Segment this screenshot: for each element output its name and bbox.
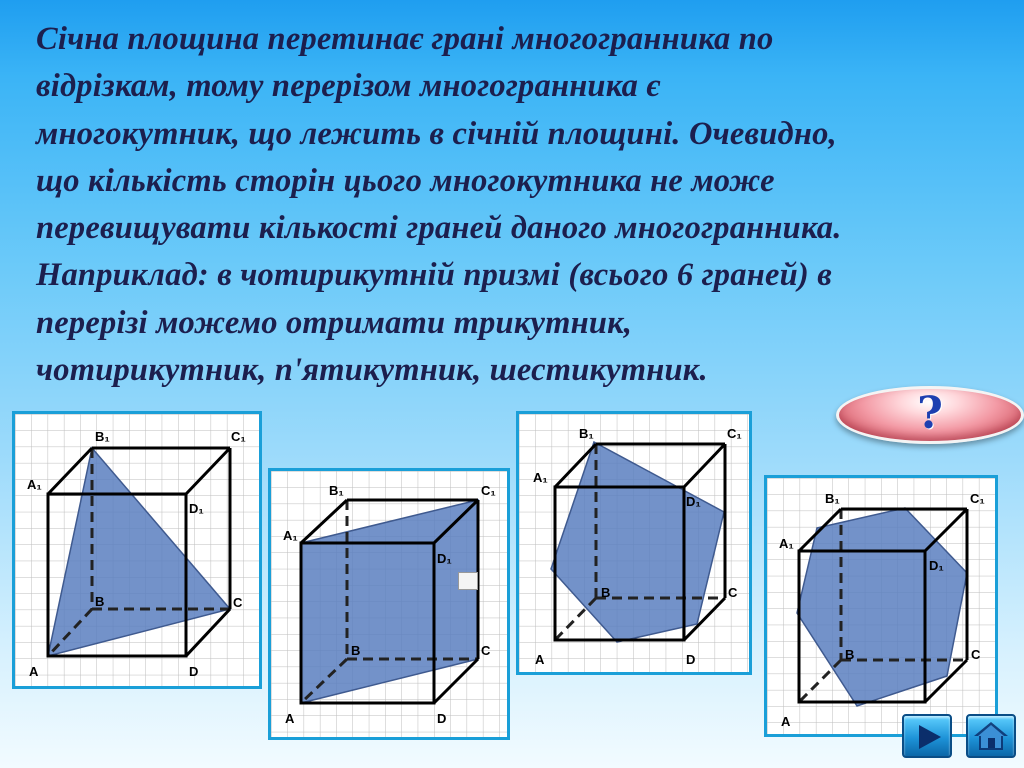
- label-C1: C₁: [970, 491, 985, 506]
- label-C: C: [233, 595, 243, 610]
- label-A1: A₁: [779, 536, 794, 551]
- label-A: A: [29, 664, 39, 679]
- figure-pentagon-section: [516, 411, 752, 675]
- clipboard-icon[interactable]: [458, 572, 478, 590]
- slide-text: Січна площина перетинає грані многогранника по відрізкам, тому перерізом многогранника є многокутник, що лежить в січній площині. Очевидно, що кількість сторін цього многокутника не може перевищувати кількості граней даного многогранника. Наприклад: в чотирикутній призмі (всього 6 граней) в перерізі можемо отримати трикутник, чотирикутник, п'ятикутник, шестикутник.: [36, 21, 842, 389]
- label-D1: D₁: [686, 494, 701, 509]
- figure-hexagon-section: [764, 475, 998, 737]
- figure-quadrilateral-section: [268, 468, 510, 740]
- label-D1: D₁: [189, 501, 204, 516]
- prism-diagram-triangle: [15, 414, 259, 686]
- label-D1: D₁: [437, 551, 452, 566]
- label-B: B: [95, 594, 105, 609]
- label-A: A: [285, 711, 295, 726]
- label-B: B: [845, 647, 855, 662]
- label-C1: C₁: [481, 483, 496, 498]
- question-mark-label: ?: [917, 388, 943, 439]
- label-C1: C₁: [727, 426, 742, 441]
- label-A: A: [535, 652, 545, 667]
- figure-triangle-section: [12, 411, 262, 689]
- label-C: C: [728, 585, 738, 600]
- label-A: A: [781, 714, 791, 729]
- label-B1: B₁: [95, 429, 110, 444]
- home-button[interactable]: [966, 714, 1016, 758]
- label-A1: A₁: [533, 470, 548, 485]
- label-A1: A₁: [27, 477, 42, 492]
- prism-diagram-quadrilateral: [271, 471, 507, 737]
- label-C1: C₁: [231, 429, 246, 444]
- label-B1: B₁: [329, 483, 344, 498]
- house-icon: [968, 716, 1014, 756]
- help-button[interactable]: [836, 386, 1024, 444]
- label-B1: B₁: [825, 491, 840, 506]
- label-D: D: [686, 652, 696, 667]
- label-A1: A₁: [283, 528, 298, 543]
- label-D: D: [437, 711, 447, 726]
- label-D: D: [189, 664, 199, 679]
- prism-diagram-pentagon: [519, 414, 749, 672]
- label-B: B: [351, 643, 361, 658]
- label-B1: B₁: [579, 426, 594, 441]
- prism-diagram-hexagon: [767, 478, 995, 734]
- label-D1: D₁: [929, 558, 944, 573]
- label-B: B: [601, 585, 611, 600]
- label-C: C: [971, 647, 981, 662]
- next-slide-button[interactable]: [902, 714, 952, 758]
- label-C: C: [481, 643, 491, 658]
